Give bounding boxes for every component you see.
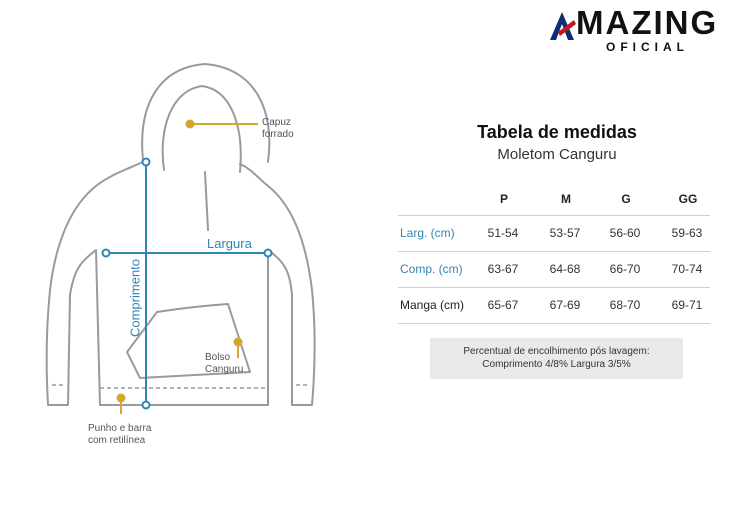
row-label-sleeve: Manga (cm) bbox=[400, 298, 465, 312]
hood-marker-dot bbox=[187, 121, 194, 128]
brand-subtitle: OFICIAL bbox=[606, 40, 689, 54]
length-top-dot bbox=[143, 159, 150, 166]
table-cell: 64-68 bbox=[549, 262, 581, 276]
table-cell: 53-57 bbox=[549, 226, 581, 240]
row-label-length: Comp. (cm) bbox=[400, 262, 463, 276]
table-row bbox=[398, 288, 710, 322]
body-outline bbox=[47, 162, 315, 405]
table-cell: 51-54 bbox=[487, 226, 519, 240]
column-header-g: G bbox=[621, 192, 631, 206]
brand-emblem-icon bbox=[548, 10, 578, 40]
column-header-gg: GG bbox=[678, 192, 698, 206]
table-cell: 56-60 bbox=[609, 226, 641, 240]
width-label: Largura bbox=[207, 236, 252, 251]
table-cell: 59-63 bbox=[671, 226, 703, 240]
cuff-marker-dot bbox=[118, 395, 125, 402]
shrinkage-note bbox=[430, 338, 683, 379]
table-cell: 70-74 bbox=[671, 262, 703, 276]
width-left-dot bbox=[103, 250, 110, 257]
table-title: Tabela de medidas bbox=[477, 122, 637, 142]
pocket-label-line1: Bolso bbox=[205, 352, 231, 363]
column-header-m: M bbox=[561, 192, 571, 206]
cuff-label-line2: com retilínea bbox=[88, 435, 146, 446]
table-divider bbox=[398, 323, 710, 324]
note-line-1: Percentual de encolhimento pós lavagem: bbox=[463, 346, 650, 357]
hood-inner-outline bbox=[163, 86, 241, 172]
width-right-dot bbox=[265, 250, 272, 257]
note-line-2: Comprimento 4/8% Largura 3/5% bbox=[482, 359, 631, 370]
table-subtitle: Moletom Canguru bbox=[497, 146, 617, 163]
hood-outline bbox=[142, 64, 269, 162]
hood-label-line2: forrado bbox=[262, 129, 294, 140]
table-row bbox=[398, 252, 710, 286]
hood-label-line1: Capuz bbox=[262, 117, 291, 128]
table-cell: 65-67 bbox=[487, 298, 519, 312]
pocket-label bbox=[205, 352, 243, 376]
pocket-label-line2: Canguru bbox=[205, 364, 244, 375]
length-bottom-dot bbox=[143, 402, 150, 409]
cuff-label-line1: Punho e barra bbox=[88, 423, 152, 434]
table-cell: 67-69 bbox=[549, 298, 581, 312]
brand-name: MAZING bbox=[576, 4, 719, 41]
table-cell: 68-70 bbox=[609, 298, 641, 312]
row-label-width: Larg. (cm) bbox=[400, 226, 455, 240]
table-cell: 69-71 bbox=[671, 298, 703, 312]
table-cell: 66-70 bbox=[609, 262, 641, 276]
brand-logo bbox=[548, 4, 743, 54]
cuff-label bbox=[88, 423, 151, 447]
length-label: Comprimento bbox=[127, 258, 143, 338]
table-row bbox=[398, 216, 710, 250]
column-header-p: P bbox=[499, 192, 508, 206]
placket-line bbox=[205, 172, 208, 230]
table-cell: 63-67 bbox=[487, 262, 519, 276]
hood-label bbox=[262, 117, 294, 141]
pocket-marker-dot bbox=[235, 339, 242, 346]
